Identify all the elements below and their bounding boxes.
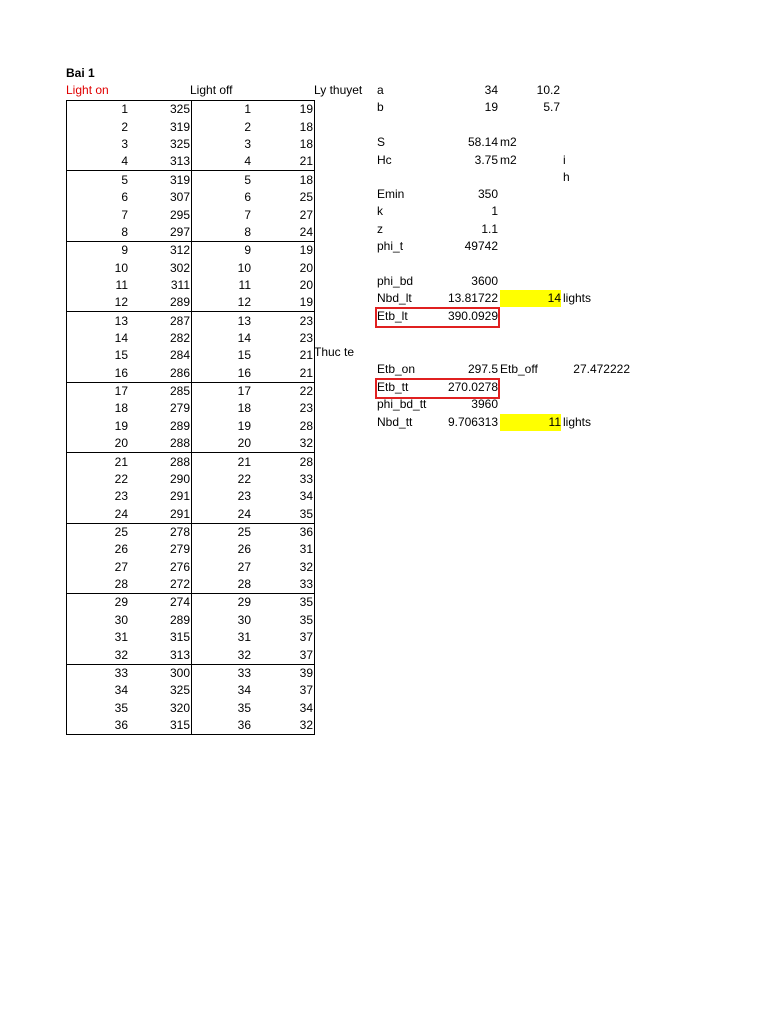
nbd-lt-rounded: 14 — [500, 290, 561, 307]
header-light-on: Light on — [66, 83, 109, 97]
table-row — [67, 259, 315, 276]
table-row — [67, 312, 315, 330]
table-cell: 282 — [129, 330, 192, 347]
table-cell: 36 — [67, 717, 130, 735]
label-nbd-tt: Nbd_tt — [377, 415, 413, 429]
table-cell: 279 — [129, 541, 192, 558]
table-cell: 10 — [67, 259, 130, 276]
table-cell: 33 — [252, 471, 315, 488]
table-cell: 313 — [129, 153, 192, 171]
table-cell: 25 — [192, 523, 253, 541]
table-cell: 2 — [244, 119, 251, 134]
table-cell: 32 — [237, 647, 251, 662]
table-cell: 11 — [67, 277, 130, 294]
label-z: z — [377, 222, 383, 236]
table-cell: 291 — [129, 505, 192, 523]
table-cell: 319 — [129, 171, 192, 189]
table-cell: 34 — [252, 488, 315, 505]
table-cell: 319 — [129, 118, 192, 135]
table-cell: 24 — [252, 224, 315, 242]
table-row — [67, 629, 315, 646]
table-cell: 5 — [192, 171, 253, 189]
table-row — [67, 488, 315, 505]
table-cell: 14 — [67, 330, 130, 347]
table-row — [67, 611, 315, 628]
table-cell: 18 — [252, 118, 315, 135]
value-nbd-lt: 13.81722 — [447, 291, 498, 305]
unit-nbd-tt: lights — [563, 415, 592, 429]
value-b2: 5.7 — [543, 100, 560, 114]
table-cell: 287 — [129, 312, 192, 330]
value-k: 1 — [491, 204, 498, 218]
table-cell: 15 — [237, 348, 251, 363]
table-cell: 279 — [129, 400, 192, 417]
table-cell: 19 — [237, 418, 251, 433]
table-cell: 27 — [237, 559, 251, 574]
table-cell: 12 — [67, 294, 130, 312]
table-row — [67, 400, 315, 417]
table-row — [67, 682, 315, 699]
table-cell: 297 — [129, 224, 192, 242]
header-ly-thuyet: Ly thuyet — [314, 83, 363, 97]
table-cell: 21 — [252, 364, 315, 382]
table-cell: 33 — [192, 664, 253, 682]
table-cell: 36 — [192, 717, 253, 735]
table-row — [67, 435, 315, 453]
table-cell: 7 — [67, 206, 130, 223]
table-cell: 19 — [252, 294, 315, 312]
table-cell: 289 — [129, 294, 192, 312]
table-cell: 22 — [252, 382, 315, 400]
table-cell: 272 — [129, 576, 192, 594]
table-cell: 19 — [252, 101, 315, 119]
table-cell: 33 — [67, 664, 130, 682]
table-cell: 7 — [244, 207, 251, 222]
table-row — [67, 471, 315, 488]
table-row — [67, 541, 315, 558]
label-phi-bd: phi_bd — [377, 274, 414, 288]
table-row — [67, 558, 315, 575]
table-cell: 291 — [129, 488, 192, 505]
table-cell: 23 — [67, 488, 130, 505]
table-cell: 31 — [252, 541, 315, 558]
table-cell: 29 — [67, 594, 130, 612]
header-thuc-te: Thuc te — [314, 345, 355, 359]
table-cell: 22 — [237, 471, 251, 486]
table-cell: 27 — [67, 558, 130, 575]
table-cell: 5 — [67, 171, 130, 189]
table-cell: 23 — [252, 330, 315, 347]
table-cell: 4 — [67, 153, 130, 171]
table-cell: 37 — [252, 629, 315, 646]
label-b: b — [377, 100, 384, 114]
label-phi-t: phi_t — [377, 239, 404, 253]
label-phi-bd-tt: phi_bd_tt — [377, 397, 427, 411]
table-cell: 18 — [252, 171, 315, 189]
unit-nbd-lt: lights — [563, 291, 592, 305]
table-cell: 37 — [252, 682, 315, 699]
table-cell: 290 — [129, 471, 192, 488]
value-etb-lt: 390.0929 — [447, 309, 498, 323]
table-cell: 19 — [67, 417, 130, 434]
table-cell: 18 — [67, 400, 130, 417]
table-row — [67, 224, 315, 242]
table-cell: 24 — [67, 505, 130, 523]
table-cell: 23 — [252, 312, 315, 330]
table-cell: 28 — [237, 577, 251, 592]
table-cell: 4 — [244, 154, 251, 169]
table-row — [67, 171, 315, 189]
label-emin: Emin — [377, 187, 405, 201]
table-cell: 18 — [252, 136, 315, 153]
table-row — [67, 347, 315, 364]
value-etb-off: 27.472222 — [573, 362, 630, 376]
label-h: h — [563, 170, 570, 184]
table-row — [67, 277, 315, 294]
table-cell: 23 — [252, 400, 315, 417]
table-cell: 34 — [67, 682, 130, 699]
table-cell: 39 — [252, 664, 315, 682]
table-cell: 16 — [237, 365, 251, 380]
table-cell: 13 — [192, 312, 253, 330]
label-nbd-lt: Nbd_lt — [377, 291, 412, 305]
table-cell: 32 — [252, 558, 315, 575]
table-row — [67, 699, 315, 716]
value-z: 1.1 — [481, 222, 498, 236]
table-cell: 288 — [129, 435, 192, 453]
table-cell: 315 — [129, 629, 192, 646]
table-cell: 32 — [252, 435, 315, 453]
table-row — [67, 153, 315, 171]
table-row — [67, 118, 315, 135]
table-cell: 289 — [129, 611, 192, 628]
table-cell: 278 — [129, 523, 192, 541]
table-cell: 21 — [67, 453, 130, 471]
table-cell: 32 — [252, 717, 315, 735]
table-cell: 288 — [129, 453, 192, 471]
label-k: k — [377, 204, 383, 218]
label-etb-on: Etb_on — [377, 362, 416, 376]
table-cell: 8 — [244, 224, 251, 239]
table-cell: 35 — [252, 611, 315, 628]
table-cell: 295 — [129, 206, 192, 223]
table-cell: 28 — [252, 417, 315, 434]
value-s: 58.14 — [467, 135, 498, 149]
table-cell: 14 — [237, 331, 251, 346]
table-row — [67, 241, 315, 259]
table-row — [67, 523, 315, 541]
table-row — [67, 453, 315, 471]
table-cell: 28 — [252, 453, 315, 471]
table-cell: 3 — [67, 136, 130, 153]
table-cell: 11 — [238, 277, 251, 292]
table-cell: 37 — [252, 646, 315, 664]
value-phi-bd-tt: 3960 — [471, 397, 498, 411]
table-cell: 285 — [129, 382, 192, 400]
table-row — [67, 330, 315, 347]
label-etb-lt: Etb_lt — [377, 309, 408, 323]
table-row — [67, 136, 315, 153]
table-cell: 313 — [129, 646, 192, 664]
table-cell: 26 — [67, 541, 130, 558]
table-row — [67, 594, 315, 612]
table-cell: 18 — [237, 401, 251, 416]
table-cell: 3 — [244, 137, 251, 152]
table-row — [67, 101, 315, 119]
value-b: 19 — [484, 100, 498, 114]
table-cell: 21 — [192, 453, 253, 471]
label-i: i — [563, 153, 566, 167]
table-cell: 307 — [129, 189, 192, 206]
value-a2: 10.2 — [536, 83, 560, 97]
value-etb-tt: 270.0278 — [447, 380, 498, 394]
value-hc: 3.75 — [474, 153, 498, 167]
table-cell: 17 — [67, 382, 130, 400]
table-cell: 35 — [67, 699, 130, 716]
table-cell: 311 — [129, 277, 192, 294]
table-cell: 15 — [67, 347, 130, 364]
etb-lt-highlight-box — [375, 307, 500, 328]
value-phi-bd: 3600 — [471, 274, 498, 288]
table-cell: 35 — [252, 505, 315, 523]
table-cell: 274 — [129, 594, 192, 612]
table-cell: 23 — [237, 489, 251, 504]
value-a: 34 — [484, 83, 498, 97]
table-cell: 22 — [67, 471, 130, 488]
table-cell: 13 — [67, 312, 130, 330]
value-nbd-tt: 9.706313 — [447, 415, 498, 429]
table-cell: 21 — [252, 347, 315, 364]
label-a: a — [377, 83, 384, 97]
table-cell: 276 — [129, 558, 192, 575]
table-cell: 20 — [252, 277, 315, 294]
nbd-tt-rounded: 11 — [500, 414, 561, 431]
table-cell: 302 — [129, 259, 192, 276]
table-row — [67, 382, 315, 400]
table-cell: 12 — [237, 295, 251, 310]
table-cell: 27 — [252, 206, 315, 223]
table-cell: 28 — [67, 576, 130, 594]
table-cell: 300 — [129, 664, 192, 682]
value-phi-t: 49742 — [464, 239, 498, 253]
table-cell: 325 — [129, 101, 192, 119]
table-cell: 6 — [244, 190, 251, 205]
label-s: S — [377, 135, 386, 149]
table-row — [67, 646, 315, 664]
table-cell: 20 — [252, 259, 315, 276]
table-row — [67, 206, 315, 223]
table-cell: 26 — [237, 542, 251, 557]
table-cell: 325 — [129, 136, 192, 153]
table-cell: 16 — [67, 364, 130, 382]
table-row — [67, 576, 315, 594]
table-cell: 320 — [129, 699, 192, 716]
table-cell: 10 — [237, 260, 251, 275]
table-cell: 35 — [252, 594, 315, 612]
etb-tt-highlight-box — [375, 378, 500, 399]
label-hc: Hc — [377, 153, 392, 167]
table-cell: 8 — [67, 224, 130, 242]
table-cell: 35 — [237, 700, 251, 715]
header-light-off: Light off — [190, 83, 233, 97]
table-cell: 21 — [252, 153, 315, 171]
measurement-table — [66, 100, 315, 735]
table-cell: 315 — [129, 717, 192, 735]
table-row — [67, 505, 315, 523]
table-cell: 36 — [252, 523, 315, 541]
table-row — [67, 664, 315, 682]
table-row — [67, 364, 315, 382]
sheet-title: Bai 1 — [66, 66, 95, 80]
label-etb-off: Etb_off — [500, 362, 538, 376]
table-cell: 289 — [129, 417, 192, 434]
table-cell: 2 — [67, 118, 130, 135]
table-row — [67, 717, 315, 735]
table-cell: 6 — [67, 189, 130, 206]
table-cell: 19 — [252, 241, 315, 259]
table-row — [67, 294, 315, 312]
table-cell: 34 — [237, 683, 251, 698]
unit-hc: m2 — [500, 153, 517, 167]
table-cell: 34 — [252, 699, 315, 716]
table-cell: 20 — [237, 436, 251, 451]
table-cell: 29 — [192, 594, 253, 612]
table-cell: 31 — [67, 629, 130, 646]
table-cell: 1 — [192, 101, 253, 119]
table-cell: 9 — [67, 241, 130, 259]
table-cell: 284 — [129, 347, 192, 364]
table-cell: 25 — [67, 523, 130, 541]
table-cell: 33 — [252, 576, 315, 594]
unit-s: m2 — [500, 135, 517, 149]
value-etb-on: 297.5 — [467, 362, 498, 376]
table-cell: 17 — [192, 382, 253, 400]
table-cell: 1 — [67, 101, 130, 119]
table-cell: 30 — [237, 612, 251, 627]
label-etb-tt: Etb_tt — [377, 380, 409, 394]
table-row — [67, 189, 315, 206]
table-cell: 286 — [129, 364, 192, 382]
table-row — [67, 417, 315, 434]
table-cell: 312 — [129, 241, 192, 259]
table-cell: 32 — [67, 646, 130, 664]
table-cell: 24 — [237, 506, 251, 521]
table-cell: 31 — [237, 630, 251, 645]
table-cell: 9 — [192, 241, 253, 259]
table-cell: 20 — [67, 435, 130, 453]
value-emin: 350 — [477, 187, 498, 201]
table-cell: 325 — [129, 682, 192, 699]
table-cell: 30 — [67, 611, 130, 628]
table-cell: 25 — [252, 189, 315, 206]
